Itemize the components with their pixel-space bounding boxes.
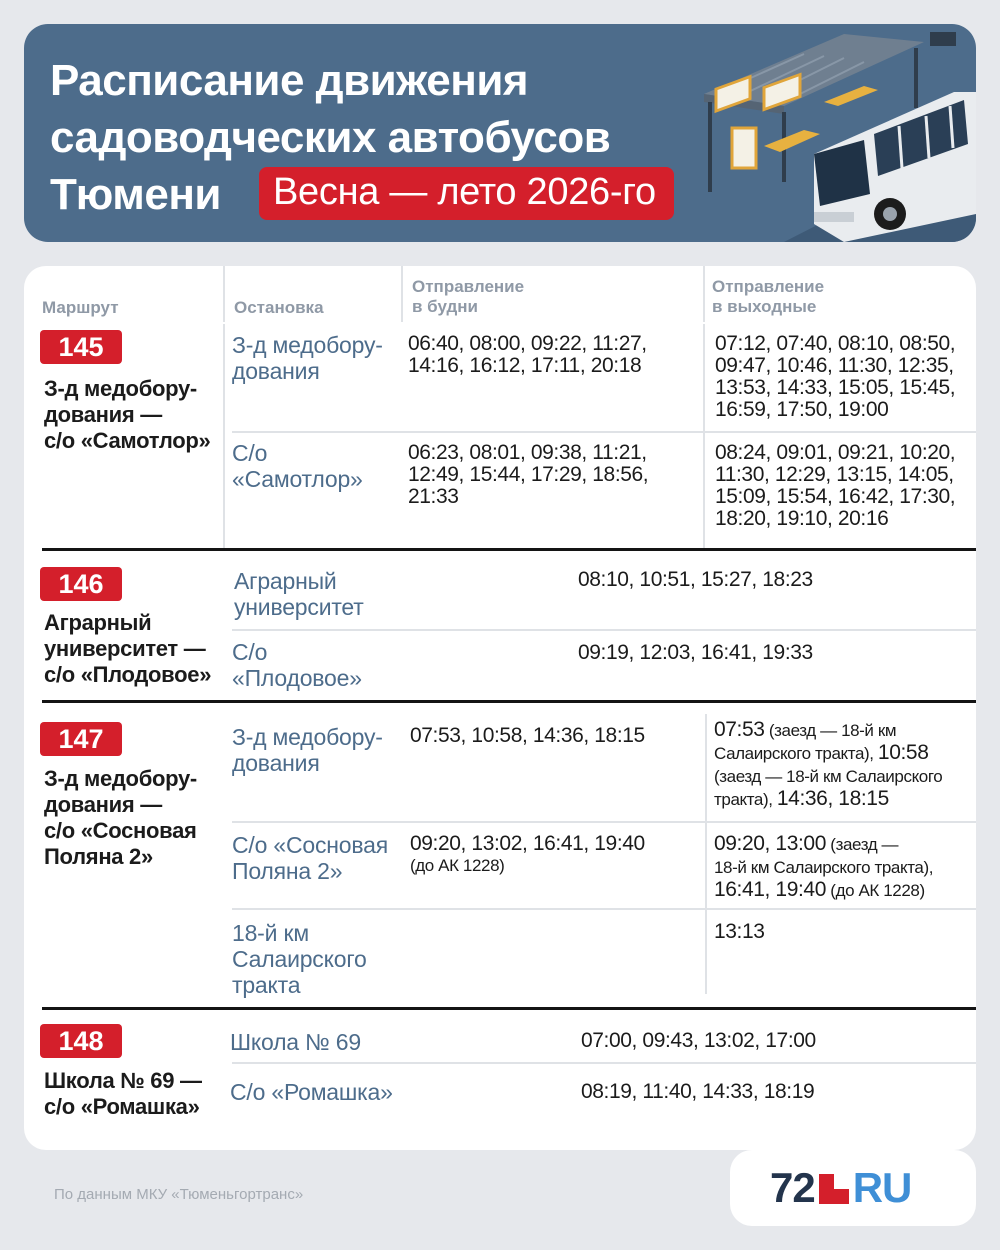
divider [705, 714, 707, 994]
time-note: (заезд — 18-й км Салаирского [714, 767, 943, 786]
col-header-weekends-line-1: Отправление [712, 277, 825, 296]
route-name-147 [44, 766, 234, 870]
all-days-times: 08:19, 11:40, 14:33, 18:19 [581, 1080, 815, 1103]
col-header-weekdays [412, 277, 524, 317]
stop-name-line: университет [234, 594, 364, 620]
title-line-1: Расписание движения [50, 56, 529, 105]
divider [703, 266, 705, 322]
title-line-3: Тюмени [50, 170, 221, 219]
row-divider [232, 431, 976, 433]
stop-name-line: З-д медобору- [232, 332, 383, 358]
col-header-stop: Остановка [234, 298, 324, 317]
route-name-line: Школа № 69 — [44, 1068, 202, 1093]
divider [401, 266, 403, 322]
season-badge: Весна — лето 2026-го [259, 167, 674, 220]
weekday-times [410, 833, 645, 877]
route-name-line: Аграрный [44, 610, 152, 635]
times-line: 13:53, 14:33, 15:05, 15:45, [715, 376, 956, 399]
weekday-times [408, 333, 647, 377]
times-line: 06:40, 08:00, 09:22, 11:27, [408, 332, 647, 355]
weekend-times [714, 719, 976, 811]
header-banner [24, 24, 976, 242]
col-header-route: Маршрут [42, 298, 119, 317]
times-line: 21:33 [408, 485, 459, 508]
stop-name [232, 440, 402, 492]
stop-name [232, 832, 402, 884]
times-line: 09:20, 13:02, 16:41, 19:40 [410, 832, 645, 855]
route-name-line: университет — [44, 636, 206, 661]
schedule-card [24, 266, 976, 1150]
stop-name [232, 639, 402, 691]
route-name-146 [44, 610, 234, 688]
times-line: 12:49, 15:44, 17:29, 18:56, [408, 463, 649, 486]
route-name-line: дования — [44, 792, 162, 817]
row-divider [232, 821, 976, 823]
time-value: 10:58 [877, 741, 929, 764]
bus-stop-illustration [664, 24, 976, 242]
times-line [714, 719, 976, 742]
times-line [714, 788, 976, 811]
logo-ru: RU [852, 1164, 912, 1211]
times-line: 16:59, 17:50, 19:00 [715, 398, 889, 421]
stop-name [232, 332, 402, 384]
times-line: 08:24, 09:01, 09:21, 10:20, [715, 441, 956, 464]
times-line: 15:09, 15:54, 16:42, 17:30, [715, 485, 956, 508]
route-number-145: 145 [40, 330, 122, 364]
col-header-weekdays-line-2: в будни [412, 297, 478, 316]
times-line [714, 856, 976, 879]
stop-name [232, 920, 402, 998]
route-separator [42, 548, 976, 551]
route-name-line: с/о «Плодовое» [44, 662, 212, 687]
weekday-times: 07:53, 10:58, 14:36, 18:15 [410, 724, 645, 747]
stop-name-line: С/о [232, 440, 268, 466]
route-separator [42, 1007, 976, 1010]
route-name-line: с/о «Самотлор» [44, 428, 211, 453]
col-header-weekends [712, 277, 824, 317]
stop-name-line: Поляна 2» [232, 858, 343, 884]
time-note: (до АК 1228) [825, 881, 925, 900]
times-line [714, 765, 976, 788]
times-line: 06:23, 08:01, 09:38, 11:21, [408, 441, 647, 464]
stop-name-line: Школа № 69 [230, 1029, 361, 1055]
times-line [714, 742, 976, 765]
stop-name-line: «Самотлор» [232, 466, 363, 492]
route-name-145 [44, 376, 234, 454]
weekend-times [714, 833, 976, 902]
times-line [714, 879, 976, 902]
row-divider [232, 629, 976, 631]
stop-name-line: С/о [232, 639, 268, 665]
col-header-weekdays-line-1: Отправление [412, 277, 525, 296]
stop-name-line: С/о «Сосновая [232, 832, 388, 858]
divider [223, 266, 225, 322]
route-number-147: 147 [40, 722, 122, 756]
weekend-times [715, 333, 955, 421]
stop-name-line: дования [232, 358, 320, 384]
site-logo [770, 1164, 911, 1212]
route-name-line: с/о «Сосновая [44, 818, 197, 843]
divider [703, 324, 705, 548]
route-name-line: З-д медобору- [44, 766, 197, 791]
row-divider [232, 908, 976, 910]
title-line-2: садоводческих автобусов [50, 113, 611, 162]
route-name-line: дования — [44, 402, 162, 427]
time-note: 18-й км Салаирского тракта), [714, 858, 934, 877]
times-line: 11:30, 12:29, 13:15, 14:05, [715, 463, 954, 486]
time-value: 07:53 [714, 718, 765, 741]
route-name-line: З-д медобору- [44, 376, 197, 401]
times-line: 09:47, 10:46, 11:30, 12:35, [715, 354, 954, 377]
logo-square-icon [819, 1174, 849, 1204]
all-days-times: 07:00, 09:43, 13:02, 17:00 [581, 1029, 816, 1052]
time-value: 09:20, 13:00 [714, 832, 826, 855]
stop-name-line: З-д медобору- [232, 724, 383, 750]
route-name-148 [44, 1068, 234, 1120]
time-note: (заезд — [825, 835, 899, 854]
time-note: Салаирского тракта), [714, 744, 878, 763]
row-divider [232, 1062, 976, 1064]
time-note: (до АК 1228) [410, 856, 505, 875]
route-number-148: 148 [40, 1024, 122, 1058]
time-note: (заезд — 18-й км [764, 721, 897, 740]
stop-name-line: тракта [232, 972, 301, 998]
logo-number: 72 [770, 1164, 815, 1211]
times-line: 07:12, 07:40, 08:10, 08:50, [715, 332, 956, 355]
route-number-146: 146 [40, 567, 122, 601]
weekend-times: 13:13 [714, 920, 765, 943]
stop-name-line: 18-й км [232, 920, 309, 946]
times-line: 18:20, 19:10, 20:16 [715, 507, 889, 530]
stop-name [230, 1029, 430, 1055]
logo-box [730, 1150, 976, 1226]
stop-name [230, 1079, 430, 1105]
divider [223, 324, 225, 548]
time-note: тракта), [714, 790, 777, 809]
stop-name-line: С/о «Ромашка» [230, 1079, 393, 1105]
route-separator [42, 700, 976, 703]
stop-name-line: дования [232, 750, 320, 776]
col-header-weekends-line-2: в выходные [712, 297, 817, 316]
route-name-line: Поляна 2» [44, 844, 153, 869]
times-line [714, 833, 976, 856]
source-note: По данным МКУ «Тюменьгортранс» [54, 1186, 304, 1203]
times-line: 14:16, 16:12, 17:11, 20:18 [408, 354, 642, 377]
stop-name-line: «Плодовое» [232, 665, 362, 691]
weekday-times [408, 442, 648, 508]
stop-name [232, 724, 402, 776]
route-name-line: с/о «Ромашка» [44, 1094, 200, 1119]
weekend-times [715, 442, 955, 530]
stop-name [234, 568, 404, 620]
stop-name-line: Аграрный [234, 568, 337, 594]
stop-name-line: Салаирского [232, 946, 367, 972]
all-days-times: 08:10, 10:51, 15:27, 18:23 [578, 568, 813, 591]
time-value: 16:41, 19:40 [714, 878, 826, 901]
all-days-times: 09:19, 12:03, 16:41, 19:33 [578, 641, 813, 664]
time-value: 14:36, 18:15 [776, 787, 889, 810]
